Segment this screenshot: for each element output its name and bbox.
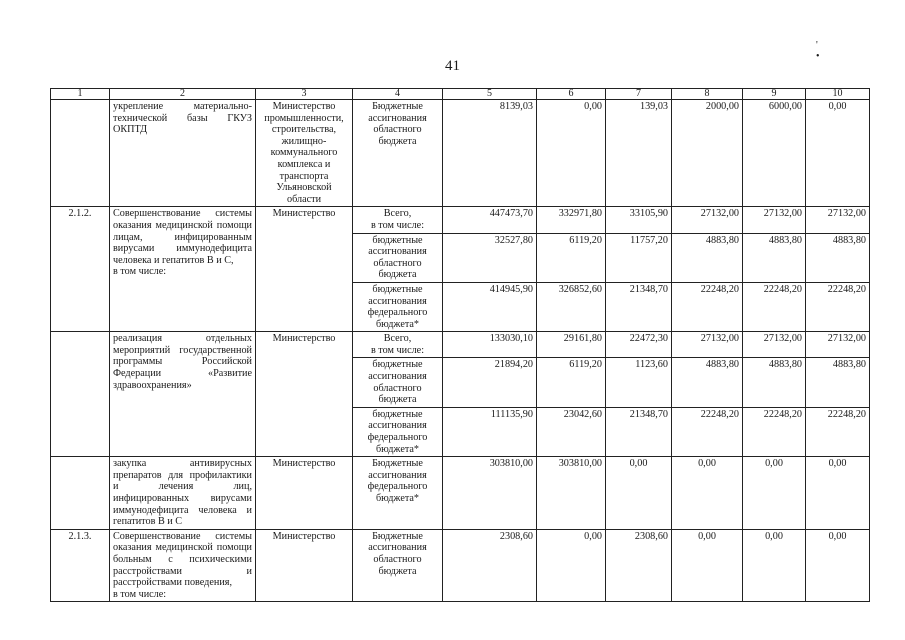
value-cell: 27132,00 (806, 332, 870, 358)
funding-source: Бюджетные ассигнования федерального бюджета* (353, 457, 443, 530)
value-cell: 6119,20 (537, 233, 606, 282)
table-row (51, 100, 870, 207)
value-cell: 27132,00 (672, 207, 743, 233)
value-cell: 0,00 (606, 457, 672, 530)
value-cell: 6119,20 (537, 358, 606, 407)
item-executor: Министерство промышленности, строительства, жилищно-коммунального комплекса и транспорта Ульяновской области (256, 100, 353, 207)
value-cell: 33105,90 (606, 207, 672, 233)
value-cell: 22248,20 (672, 282, 743, 331)
description-text: Совершенствование системы оказания медицинской помощи лицам, инфицированным вирусами иммунодефицита человека и гепатитов В и С, (113, 208, 252, 266)
funding-source (353, 332, 443, 358)
value-cell: 32527,80 (443, 233, 537, 282)
value-cell: 6000,00 (743, 100, 806, 207)
table-row (51, 457, 870, 530)
value-cell: 4883,80 (743, 233, 806, 282)
item-description: укрепление материально-технической базы ГКУЗ ОКПТД (110, 100, 256, 207)
item-executor: Министерство (256, 529, 353, 602)
value-cell: 22248,20 (743, 282, 806, 331)
col-header: 9 (743, 89, 806, 100)
col-header: 1 (51, 89, 110, 100)
value-cell: 27132,00 (743, 207, 806, 233)
item-description (110, 529, 256, 602)
value-cell: 139,03 (606, 100, 672, 207)
value-cell: 0,00 (672, 457, 743, 530)
value-cell: 447473,70 (443, 207, 537, 233)
description-text: Совершенствование системы оказания медицинской помощи больным с психическими расстройствами и расстройствами поведения, (113, 530, 252, 589)
value-cell: 0,00 (806, 100, 870, 207)
item-description (110, 207, 256, 332)
page-number: 41 (445, 58, 460, 74)
value-cell: 11757,20 (606, 233, 672, 282)
item-description: реализация отдельных мероприятий государственной программы Российской Федерации «Развитие здравоохранения» (110, 332, 256, 457)
value-cell: 0,00 (537, 529, 606, 602)
item-executor: Министерство (256, 457, 353, 530)
col-header: 10 (806, 89, 870, 100)
value-cell: 326852,60 (537, 282, 606, 331)
item-number (51, 457, 110, 530)
funding-source: бюджетные ассигнования федерального бюджета* (353, 407, 443, 456)
value-cell: 1123,60 (606, 358, 672, 407)
budget-table (50, 88, 870, 602)
funding-source: бюджетные ассигнования областного бюджета (353, 358, 443, 407)
funding-source (353, 207, 443, 233)
value-cell: 4883,80 (743, 358, 806, 407)
table-row (51, 529, 870, 602)
item-number: 2.1.3. (51, 529, 110, 602)
item-description: закупка антивирусных препаратов для профилактики и лечения лиц, инфицированных вирусами иммунодефицита человека и гепатитов В и С (110, 457, 256, 530)
scan-specks: ' • (816, 40, 850, 62)
value-cell: 414945,90 (443, 282, 537, 331)
value-cell: 21348,70 (606, 282, 672, 331)
value-cell: 22248,20 (806, 407, 870, 456)
value-cell: 23042,60 (537, 407, 606, 456)
value-cell: 0,00 (672, 529, 743, 602)
funding-source: Бюджетные ассигнования областного бюджета (353, 100, 443, 207)
value-cell: 27132,00 (743, 332, 806, 358)
funding-including: в том числе: (370, 219, 425, 231)
value-cell: 29161,80 (537, 332, 606, 358)
col-header: 5 (443, 89, 537, 100)
value-cell: 0,00 (537, 100, 606, 207)
col-header: 6 (537, 89, 606, 100)
funding-total: Всего, (383, 208, 412, 220)
funding-source: бюджетные ассигнования областного бюджета (353, 233, 443, 282)
value-cell: 0,00 (806, 457, 870, 530)
value-cell: 0,00 (743, 529, 806, 602)
value-cell: 2308,60 (443, 529, 537, 602)
value-cell: 303810,00 (443, 457, 537, 530)
table-row (51, 332, 870, 358)
item-executor: Министерство (256, 207, 353, 332)
table-row (51, 207, 870, 233)
value-cell: 27132,00 (806, 207, 870, 233)
value-cell: 0,00 (743, 457, 806, 530)
value-cell: 4883,80 (672, 233, 743, 282)
value-cell: 2308,60 (606, 529, 672, 602)
item-number: 2.1.2. (51, 207, 110, 332)
item-number (51, 332, 110, 457)
value-cell: 8139,03 (443, 100, 537, 207)
value-cell: 0,00 (806, 529, 870, 602)
value-cell: 22472,30 (606, 332, 672, 358)
col-header: 2 (110, 89, 256, 100)
column-number-row (51, 89, 870, 100)
description-suffix: в том числе: (113, 588, 167, 600)
value-cell: 332971,80 (537, 207, 606, 233)
value-cell: 21348,70 (606, 407, 672, 456)
value-cell: 21894,20 (443, 358, 537, 407)
funding-source: бюджетные ассигнования федерального бюджета* (353, 282, 443, 331)
col-header: 3 (256, 89, 353, 100)
item-executor: Министерство (256, 332, 353, 457)
value-cell: 303810,00 (537, 457, 606, 530)
value-cell: 111135,90 (443, 407, 537, 456)
value-cell: 4883,80 (806, 233, 870, 282)
value-cell: 22248,20 (743, 407, 806, 456)
col-header: 7 (606, 89, 672, 100)
value-cell: 2000,00 (672, 100, 743, 207)
value-cell: 4883,80 (672, 358, 743, 407)
col-header: 8 (672, 89, 743, 100)
item-number (51, 100, 110, 207)
value-cell: 22248,20 (806, 282, 870, 331)
funding-source: Бюджетные ассигнования областного бюджета (353, 529, 443, 602)
value-cell: 133030,10 (443, 332, 537, 358)
description-suffix: в том числе: (113, 266, 167, 278)
col-header: 4 (353, 89, 443, 100)
funding-total: Всего, (383, 333, 412, 345)
value-cell: 27132,00 (672, 332, 743, 358)
value-cell: 4883,80 (806, 358, 870, 407)
value-cell: 22248,20 (672, 407, 743, 456)
funding-including: в том числе: (370, 344, 425, 356)
